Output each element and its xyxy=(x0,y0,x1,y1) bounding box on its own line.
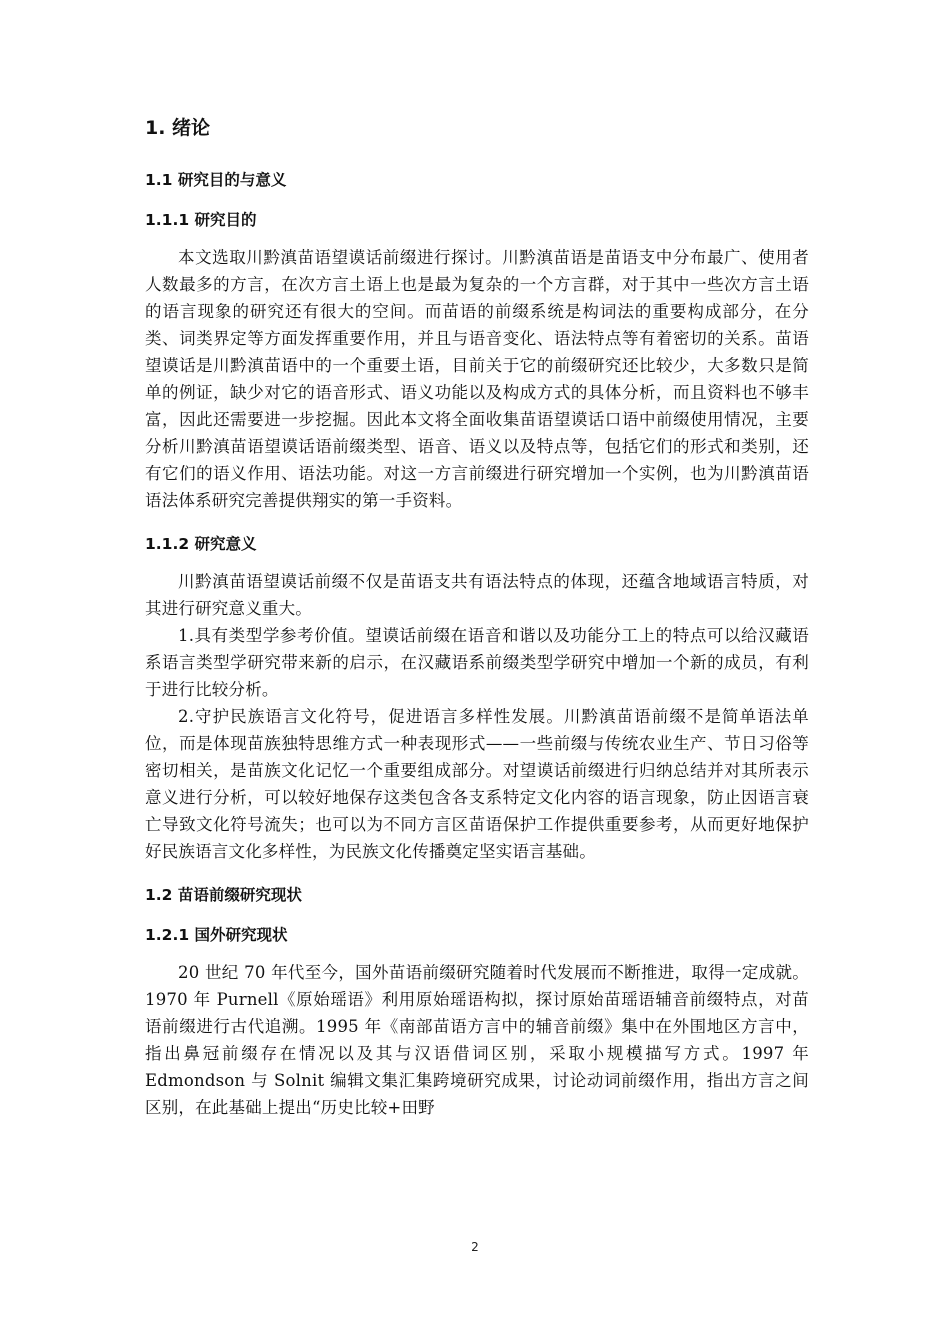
subsection-heading-1-1-1: 1.1.1 研究目的 xyxy=(145,211,257,229)
paragraph-significance-1: 1.具有类型学参考价值。望谟话前缀在语音和谐以及功能分工上的特点可以给汉藏语系语言类型学研究带来新的启示，在汉藏语系前缀类型学研究中增加一个新的成员，有利于进行比较分析。 xyxy=(145,626,809,699)
section-heading-1-2: 1.2 苗语前缀研究现状 xyxy=(145,886,302,904)
subsection-heading-1-2-1: 1.2.1 国外研究现状 xyxy=(145,926,288,944)
paragraph-research-purpose: 本文选取川黔滇苗语望谟话前缀进行探讨。川黔滇苗语是苗语支中分布最广、使用者人数最多的方言，在次方言土语上也是最为复杂的一个方言群，对于其中一些次方言土语的语言现象的研究还有很大的空间。而苗语的前缀系统是构词法的重要构成部分，在分类、词类界定等方面发挥重要作用，并且与语音变化、语法特点等有着密切的关系。苗语望谟话是川黔滇苗语中的一个重要土语，目前关于它的前缀研究还比较少，大多数只是简单的例证，缺少对它的语音形式、语义功能以及构成方式的具体分析，而且资料也不够丰富，因此还需要进一步挖掘。因此本文将全面收集苗语望谟话口语中前缀使用情况，主要分析川黔滇苗语望谟话语前缀类型、语音、语义以及特点等，包括它们的形式和类别，还有它们的语义作用、语法功能。对这一方言前缀进行研究增加一个实例，也为川黔滇苗语语法体系研究完善提供翔实的第一手资料。 xyxy=(145,248,809,510)
chapter-heading: 1. 绪论 xyxy=(145,117,211,139)
page-content xyxy=(145,112,809,1121)
page-number: 2 xyxy=(471,1240,479,1254)
subsection-heading-1-1-2: 1.1.2 研究意义 xyxy=(145,535,257,553)
section-heading-1-1: 1.1 研究目的与意义 xyxy=(145,171,287,189)
paragraph-foreign-research: 20 世纪 70 年代至今，国外苗语前缀研究随着时代发展而不断推进，取得一定成就。1970 年 Purnell《原始瑶语》利用原始瑶语构拟，探讨原始苗瑶语辅音前缀特点，对苗语前缀进行古代追溯。1995 年《南部苗语方言中的辅音前缀》集中在外围地区方言中，指出鼻冠前缀存在情况以及其与汉语借词区别，采取小规模描写方式。1997 年 Edmondson 与 Solnit 编辑文集汇集跨境研究成果，讨论动词前缀作用，指出方言之间区别，在此基础上提出“历史比较+田野 xyxy=(145,963,809,1117)
paragraph-significance-intro: 川黔滇苗语望谟话前缀不仅是苗语支共有语法特点的体现，还蕴含地域语言特质，对其进行研究意义重大。 xyxy=(145,572,809,618)
paragraph-significance-2: 2.守护民族语言文化符号，促进语言多样性发展。川黔滇苗语前缀不是简单语法单位，而是体现苗族独特思维方式一种表现形式——一些前缀与传统农业生产、节日习俗等密切相关，是苗族文化记忆一个重要组成部分。对望谟话前缀进行归纳总结并对其所表示意义进行分析，可以较好地保存这类包含各支系特定文化内容的语言现象，防止因语言衰亡导致文化符号流失；也可以为不同方言区苗语保护工作提供重要参考，从而更好地保护好民族语言文化多样性，为民族文化传播奠定坚实语言基础。 xyxy=(145,707,809,861)
